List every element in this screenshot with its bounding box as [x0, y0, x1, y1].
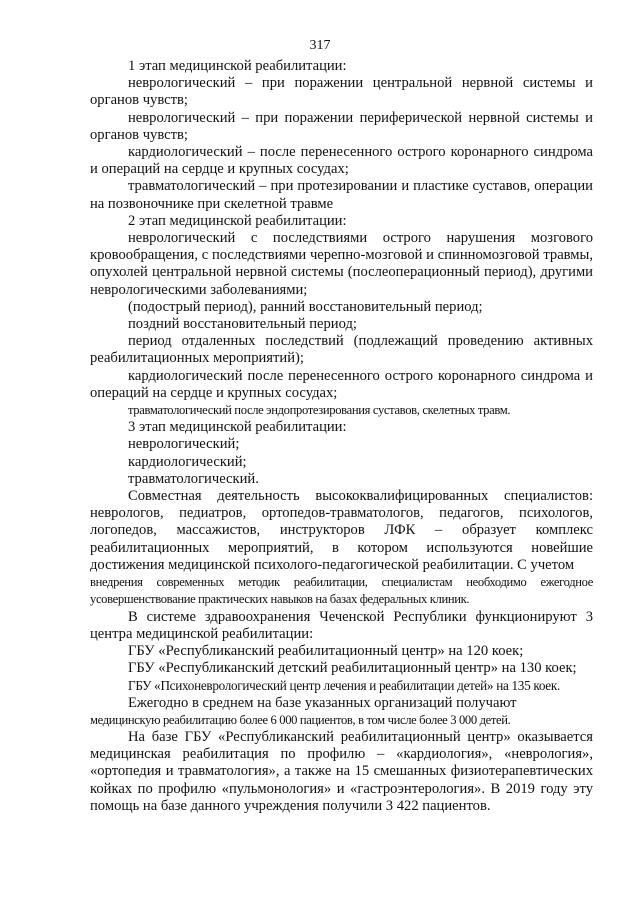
paragraph-center-1: ГБУ «Республиканский реабилитационный центр» на 120 коек;: [128, 642, 524, 659]
paragraph-stage-2-remote: период отдаленных последствий (подлежащий проведению активных реабилитационных мероприятий);: [90, 333, 593, 367]
paragraph-system-centers: В системе здравоохранения Чеченской Республики функционируют 3 центра медицинской реабилитации:: [90, 608, 593, 642]
paragraph-specialists: Совместная деятельность высококвалифицированных специалистов: неврологов, педиатров, ортопедов-травматологов, педагогов, психологов, логопедов, массажистов, инструкторов ЛФК – образует комплекс реабилитационных мероприятий, в котором используются новейшие достижения медицинской психолого-педагогической реабилитации. С учетом: [90, 488, 593, 573]
paragraph-stage-2-late: поздний восстановительный период;: [128, 316, 357, 333]
paragraph-stage-1-cardio: кардиологический – после перенесенного острого коронарного синдрома и операций на сердце и крупных сосудах;: [90, 144, 593, 178]
paragraph-stage-2-cardio: кардиологический после перенесенного острого коронарного синдрома и операций на сердце и крупных сосудах;: [90, 367, 593, 401]
paragraph-stage-2-neuro: неврологический с последствиями острого нарушения мозгового кровообращения, с последствиями черепно-мозговой и спинномозговой травмы, опухолей центральной нервной системы (послеоперационный период), другими неврологическими заболеваниями;: [90, 230, 593, 298]
paragraph-stage-2-trauma: травматологический после эндопротезирования суставов, скелетных травм.: [128, 403, 511, 418]
paragraph-stage-1-neuro-central: неврологический – при поражении центральной нервной системы и органов чувств;: [90, 75, 593, 109]
page-number: 317: [309, 38, 331, 53]
paragraph-stage-3-neuro: неврологический;: [128, 436, 240, 453]
paragraph-center-3: ГБУ «Психоневрологический центр лечения и реабилитации детей» на 135 коек.: [128, 678, 560, 694]
paragraph-stage-2-heading: 2 этап медицинской реабилитации:: [128, 212, 347, 229]
paragraph-annual: Ежегодно в среднем на базе указанных организаций получают: [128, 694, 517, 711]
paragraph-center-2: ГБУ «Республиканский детский реабилитационный центр» на 130 коек;: [128, 660, 577, 677]
paragraph-stage-1-heading: 1 этап медицинской реабилитации:: [128, 58, 347, 74]
paragraph-specialists-continued: внедрения современных методик реабилитации, специалистам необходимо ежегодное усовершенствование практических навыков на базах федеральных клиник.: [90, 575, 593, 607]
paragraph-stage-3-cardio: кардиологический;: [128, 453, 247, 470]
paragraph-stage-3-trauma: травматологический.: [128, 470, 259, 487]
paragraph-stage-3-heading: 3 этап медицинской реабилитации:: [128, 419, 347, 436]
page-body: [90, 58, 593, 815]
paragraph-center-profile: На базе ГБУ «Республиканский реабилитационный центр» оказывается медицинская реабилитация по профилю – «кардиология», «неврология», «ортопедия и травматология», а также на 15 смешанных физиотерапевтических койках по профилю «пульмонология» и «гастроэнтерология». В 2019 году эту помощь на базе данного учреждения получили 3 422 пациентов.: [90, 728, 593, 814]
paragraph-stage-1-neuro-peripheral: неврологический – при поражении периферической нервной системы и органов чувств;: [90, 109, 593, 143]
paragraph-stage-1-trauma: травматологический – при протезировании и пластике суставов, операции на позвоночнике при скелетной травме: [90, 178, 593, 212]
paragraph-annual-continued: медицинскую реабилитацию более 6 000 пациентов, в том числе более 3 000 детей.: [90, 712, 511, 727]
paragraph-stage-2-subacute: (подострый период), ранний восстановительный период;: [128, 298, 483, 315]
